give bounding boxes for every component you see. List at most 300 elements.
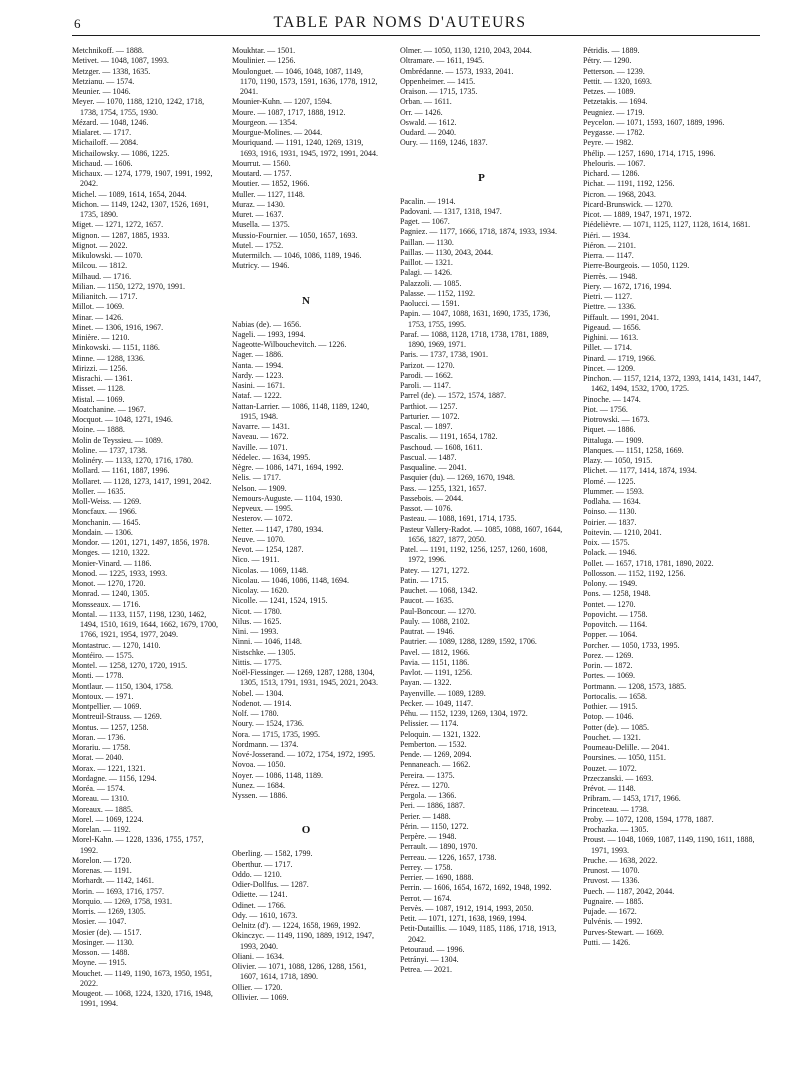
index-entry: Mignon. — 1287, 1885, 1933. [72, 230, 170, 240]
index-entry: Pende. — 1269, 2094. [400, 750, 472, 759]
index-entry: Paris. — 1737, 1738, 1901. [400, 350, 488, 360]
index-entry: Nevot. — 1254, 1287. [232, 545, 304, 554]
index-entry: Nepveux. — 1995. [232, 504, 293, 513]
index-entry: Piédelièvre. — 1071, 1125, 1127, 1128, 1614, 1681. [583, 220, 751, 230]
index-entry: Peugniez. — 1719. [583, 107, 645, 117]
index-entry: Nédelec. — 1634, 1995. [232, 452, 311, 462]
index-entry: Mollard. — 1161, 1887, 1996. [72, 466, 170, 476]
spacer [232, 811, 380, 821]
index-entry: Patel. — 1191, 1192, 1256, 1257, 1260, 1608, 1972, 1996. [400, 545, 548, 565]
index-entry: Moutard. — 1757. [232, 169, 292, 178]
index-entry: Mussio-Fournier. — 1050, 1657, 1693. [232, 230, 358, 240]
section-letter: P [478, 171, 485, 184]
index-entry: Nistschke. — 1305. [232, 647, 296, 657]
index-entry: Pighini. — 1613. [583, 333, 639, 342]
index-entry: Pribram. — 1453, 1717, 1966. [583, 794, 681, 804]
section-letter: O [301, 824, 311, 837]
index-entry: Orr. — 1426. [400, 107, 443, 117]
index-entry: Mourgue-Molines. — 2044. [232, 128, 323, 137]
index-entry: Molinéry. — 1133, 1270, 1716, 1780. [72, 456, 193, 465]
index-entry: Petrea. — 2021. [400, 965, 452, 975]
index-entry: Nageli. — 1993, 1994. [232, 329, 306, 339]
index-entry: Minière. — 1210. [72, 333, 130, 342]
index-entry: Minkowski. — 1151, 1186. [72, 343, 160, 353]
index-entry: Mourgeon. — 1354. [232, 117, 298, 127]
index-entry: Pascalis. — 1191, 1654, 1782. [400, 432, 498, 442]
index-entry: Mosson. — 1488. [72, 948, 130, 957]
index-entry: Ninni. — 1046, 1148. [232, 637, 302, 647]
index-entry: Podlaha. — 1634. [583, 497, 641, 506]
index-entry: Navarre. — 1431. [232, 422, 290, 431]
index-entry: Nager. — 1886. [232, 350, 284, 360]
index-entry: Oelnitz (d'). — 1224, 1658, 1969, 1992. [232, 921, 361, 930]
index-entry: Proby. — 1072, 1208, 1594, 1778, 1887. [583, 814, 714, 824]
index-entry: Piotrowski. — 1673. [583, 415, 650, 424]
index-entry: Pontet. — 1270. [583, 599, 636, 609]
index-entry: Mutricy. — 1946. [232, 261, 290, 271]
index-entry: Pons. — 1258, 1948. [583, 589, 651, 599]
index-entry: Miget. — 1271, 1272, 1657. [72, 220, 164, 230]
index-entry: Ombrédanne. — 1573, 1933, 2041. [400, 66, 514, 76]
index-entry: Mouriquand. — 1191, 1240, 1269, 1319, 1693, 1916, 1931, 1945, 1972, 1991, 2044. [232, 138, 378, 158]
index-entry: Pérez. — 1270. [400, 780, 450, 790]
index-entry: Paucot. — 1635. [400, 596, 454, 606]
index-entry: Parthiot. — 1257. [400, 401, 458, 411]
index-entry: Mordagne. — 1156, 1294. [72, 773, 157, 783]
index-entry: Przeczanski. — 1693. [583, 773, 654, 783]
index-entry: Pereira. — 1375. [400, 770, 455, 780]
index-entry: Michel. — 1089, 1614, 1654, 2044. [72, 189, 187, 199]
index-entry: Peyre. — 1982. [583, 138, 634, 148]
index-entry: Phélip. — 1257, 1690, 1714, 1715, 1996. [583, 148, 716, 158]
index-entry: Paillas. — 1130, 2043, 2044. [400, 247, 494, 257]
index-entry: Pugnaire. — 1885. [583, 896, 644, 906]
index-entry: Pichard. — 1286. [583, 169, 640, 178]
index-entry: Mézard. — 1048, 1246. [72, 117, 149, 127]
index-entry: Pouchet. — 1321. [583, 732, 641, 742]
index-entry: Moran. — 1736. [72, 732, 126, 742]
index-entry: Plazy. — 1050, 1915. [583, 456, 653, 465]
index-entry: Poumeau-Delille. — 2041. [583, 743, 670, 752]
index-entry: Paul-Boncour. — 1270. [400, 606, 476, 616]
index-entry: Montpellier. — 1069. [72, 702, 142, 711]
index-entry: Paroli. — 1147. [400, 381, 451, 390]
index-entry: Pelissier. — 1174. [400, 719, 459, 729]
index-entry: Papin. — 1047, 1088, 1631, 1690, 1735, 1736, 1753, 1755, 1995. [400, 309, 551, 329]
index-entry: Pruvost. — 1336. [583, 876, 640, 886]
index-entry: Moreau. — 1310. [72, 794, 129, 804]
index-entry: Minet. — 1306, 1916, 1967. [72, 322, 164, 332]
index-entry: Picron. — 1968, 2043. [583, 189, 656, 199]
index-entry: Pascal. — 1897. [400, 422, 453, 431]
index-entry: Michaux. — 1274, 1779, 1907, 1991, 1992, 2042. [72, 169, 213, 189]
index-entry: Muraz. — 1430. [232, 199, 285, 209]
index-entry: Odiette. — 1241. [232, 890, 288, 900]
index-entry: Payenville. — 1089, 1289. [400, 688, 486, 698]
index-entry: Oberthur. — 1717. [232, 859, 293, 869]
index-entry: Oraison. — 1715, 1735. [400, 87, 478, 96]
index-entry: Moatchanine. — 1967. [72, 404, 146, 414]
index-entry: Phelouris. — 1067. [583, 158, 646, 168]
index-entry: Nolf. — 1780. [232, 709, 279, 718]
index-entry: Nicolas. — 1069, 1148. [232, 565, 309, 575]
index-entry: Ollivier. — 1069. [232, 992, 289, 1002]
index-entry: Nicolau. — 1046, 1086, 1148, 1694. [232, 575, 350, 585]
index-entry: Pinchon. — 1157, 1214, 1372, 1393, 1414, 1431, 1447, 1462, 1494, 1532, 1700, 1725. [583, 374, 761, 394]
index-entry: Patey. — 1271, 1272. [400, 565, 470, 575]
index-entry: Pulvénis. — 1992. [583, 917, 643, 927]
index-entry: Paolucci. — 1591. [400, 299, 460, 308]
index-entry: Polony. — 1949. [583, 579, 638, 588]
index-entry: Oddo. — 1210. [232, 869, 282, 879]
index-entry: Musella. — 1375. [232, 220, 290, 230]
index-entry: Montel. — 1258, 1270, 1720, 1915. [72, 661, 188, 670]
index-entry: Popper. — 1064. [583, 630, 638, 640]
index-entry: Moure. — 1087, 1717, 1888, 1912. [232, 107, 346, 117]
index-entry: Mosier. — 1047. [72, 917, 127, 927]
index-entry: Planques. — 1151, 1258, 1669. [583, 445, 684, 455]
index-entry: Nyssen. — 1886. [232, 791, 288, 800]
index-entry: Pruche. — 1638, 2022. [583, 855, 658, 865]
index-entry: Meyer. — 1070, 1188, 1210, 1242, 1718, 1738, 1754, 1755, 1930. [72, 97, 205, 117]
index-entry: Perrier. — 1690, 1888. [400, 873, 474, 882]
index-entry: Morelan. — 1192. [72, 825, 131, 834]
index-entry: Piéri. — 1934. [583, 230, 631, 240]
index-entry: Monti. — 1778. [72, 671, 124, 681]
index-entry: Mialaret. — 1717. [72, 128, 132, 137]
index-entry: Nattan-Larrier. — 1086, 1148, 1189, 1240, 1915, 1948. [232, 401, 370, 421]
index-entry: Pincet. — 1209. [583, 363, 635, 373]
index-entry: Portmann. — 1208, 1573, 1885. [583, 681, 687, 691]
index-entry: Palazzoli. — 1085. [400, 278, 462, 288]
index-entry: Pemberton. — 1532. [400, 739, 467, 749]
index-entry: Okinczyc. — 1149, 1190, 1889, 1912, 1947, 1993, 2040. [232, 931, 375, 951]
index-entry: Moukhtar. — 1501. [232, 46, 296, 55]
index-entry: Neuve. — 1070. [232, 534, 285, 544]
index-entry: Pillet. — 1714. [583, 343, 632, 353]
spacer [400, 187, 563, 197]
index-entry: Michailowsky. — 1086, 1225. [72, 148, 170, 158]
index-entry: Mistal. — 1069. [72, 394, 125, 404]
index-entry: Nemours-Auguste. — 1104, 1930. [232, 493, 343, 503]
index-entry: Mondain. — 1306. [72, 527, 133, 537]
index-entry: Noyer. — 1086, 1148, 1189. [232, 770, 323, 780]
index-entry: Porez. — 1269. [583, 650, 634, 660]
index-entry: Odinet. — 1766. [232, 900, 286, 910]
index-entry: Perrault. — 1890, 1970. [400, 842, 478, 852]
index-entry: Olmer. — 1050, 1130, 1210, 2043, 2044. [400, 46, 532, 55]
page-number: 6 [74, 16, 81, 31]
index-entry: Nanta. — 1994. [232, 360, 284, 370]
spacer [232, 839, 380, 849]
index-entry: Poix. — 1575. [583, 538, 630, 547]
index-entry: Pasteur Vallery-Radot. — 1085, 1088, 1607, 1644, 1656, 1827, 1877, 2050. [400, 524, 563, 544]
index-entry: Nasini. — 1671. [232, 381, 285, 390]
index-entry: Morenas. — 1191. [72, 866, 132, 875]
index-entry: Nicolay. — 1620. [232, 586, 289, 595]
index-entry: Péhu. — 1152, 1239, 1269, 1304, 1972. [400, 709, 528, 718]
index-entry: Montus. — 1257, 1258. [72, 722, 149, 732]
index-entry: Nilus. — 1625. [232, 616, 282, 626]
index-entry: Pierrès. — 1948. [583, 271, 638, 281]
index-entry: Pavia. — 1151, 1186. [400, 657, 470, 667]
index-entry: Nardy. — 1223. [232, 370, 284, 380]
index-entry: Pautrier. — 1089, 1288, 1289, 1592, 1706. [400, 637, 537, 647]
index-entry: Morin. — 1693, 1716, 1757. [72, 886, 164, 896]
index-entry: Purves-Stewart. — 1669. [583, 927, 664, 937]
index-entry: Pennaneach. — 1662. [400, 760, 471, 770]
index-entry: Moll-Weiss. — 1269. [72, 497, 142, 506]
index-entry: Piot. — 1756. [583, 404, 628, 414]
index-entry: Metivet. — 1048, 1087, 1993. [72, 56, 169, 66]
index-entry: Nageotte-Wilbouchevitch. — 1226. [232, 340, 347, 349]
index-entry: Pauly. — 1088, 2102. [400, 616, 470, 626]
index-entry: Moine. — 1888. [72, 425, 125, 435]
index-entry: Nittis. — 1775. [232, 657, 282, 667]
index-entry: Parrel (de). — 1572, 1574, 1887. [400, 391, 506, 401]
index-entry: Pass. — 1255, 1321, 1657. [400, 483, 487, 493]
index-entry: Netter. — 1147, 1780, 1934. [232, 524, 324, 534]
index-entry: Potop. — 1046. [583, 712, 634, 722]
index-entry: Parizot. — 1270. [400, 360, 455, 370]
spacer [232, 282, 380, 292]
index-entry: Nico. — 1911. [232, 555, 280, 565]
index-entry: Porin. — 1872. [583, 661, 633, 670]
index-entry: Prunost. — 1070. [583, 866, 640, 875]
index-entry: Oltramare. — 1611, 1945. [400, 56, 485, 66]
index-entry: Piffault. — 1991, 2041. [583, 312, 659, 322]
index-entry: Metchnikoff. — 1888. [72, 46, 144, 55]
index-entry: Monier-Vinard. — 1186. [72, 558, 152, 568]
index-entry: Pollet. — 1657, 1718, 1781, 1890, 2022. [583, 558, 714, 568]
index-entry: Polack. — 1946. [583, 548, 637, 558]
index-entry: Nordmann. — 1374. [232, 739, 299, 749]
index-entry: Picot. — 1889, 1947, 1971, 1972. [583, 210, 692, 219]
index-entry: Morris. — 1269, 1305. [72, 907, 146, 916]
index-entry: Monges. — 1210, 1322. [72, 548, 150, 558]
index-entry: Pollosson. — 1152, 1192, 1256. [583, 568, 686, 578]
spacer [232, 272, 380, 282]
index-entry: Plichet. — 1177, 1414, 1874, 1934. [583, 466, 697, 476]
index-entry: Putti. — 1426. [583, 937, 631, 947]
index-entry: Petit. — 1071, 1271, 1638, 1969, 1994. [400, 914, 527, 923]
index-entry: Pagniez. — 1177, 1666, 1718, 1874, 1933, 1934. [400, 227, 558, 237]
index-entry: Orban. — 1611. [400, 97, 452, 107]
index-entry: Petit-Dutaillis. — 1049, 1185, 1186, 1718, 1913, 2042. [400, 924, 557, 944]
index-entry: Paraf. — 1088, 1128, 1718, 1738, 1781, 1889, 1890, 1969, 1971. [400, 329, 549, 349]
index-entry: Monrad. — 1240, 1305. [72, 589, 150, 599]
index-entry: Mosier (de). — 1517. [72, 927, 142, 937]
index-entry: Montreuil-Strauss. — 1269. [72, 712, 162, 722]
index-entry: Perier. — 1488. [400, 811, 451, 821]
index-entry: Pinoche. — 1474. [583, 394, 641, 404]
index-entry: Pouzet. — 1072. [583, 763, 637, 773]
index-entry: Monchanin. — 1645. [72, 517, 141, 527]
index-entry: Mignot. — 2022. [72, 240, 128, 250]
page-title: TABLE PAR NOMS D'AUTEURS [273, 14, 527, 31]
index-entry: Nobel. — 1304. [232, 688, 284, 698]
index-entry: Plomé. — 1225. [583, 476, 636, 486]
index-entry: Michaud. — 1606. [72, 158, 133, 168]
index-entry: Potter (de). — 1085. [583, 722, 649, 732]
index-entry: Piquet. — 1886. [583, 425, 636, 435]
index-entry: Nini. — 1993. [232, 627, 279, 636]
index-entry: Mounier-Kuhn. — 1207, 1594. [232, 97, 332, 107]
index-entry: Olivier. — 1071, 1088, 1286, 1288, 1561, 1607, 1614, 1718, 1890. [232, 962, 367, 982]
index-entry: Picard-Brunswick. — 1270. [583, 199, 673, 209]
index-entry: Pétridis. — 1889. [583, 46, 640, 55]
index-entry: Mikulowski. — 1070. [72, 251, 143, 260]
index-entry: Pervès. — 1087, 1912, 1914, 1993, 2050. [400, 903, 534, 913]
index-entry: Paillot. — 1321. [400, 258, 453, 267]
index-entry: Oliani. — 1634. [232, 951, 284, 961]
index-entry: Oudard. — 2040. [400, 128, 456, 137]
index-entry: Pavlot. — 1191, 1256. [400, 668, 473, 677]
index-entry: Milhaud. — 1716. [72, 271, 132, 281]
index-entry: Mourrut. — 1560. [232, 158, 291, 168]
index-entry: Piettre. — 1336. [583, 302, 636, 312]
index-entry: Milianitch. — 1717. [72, 292, 138, 301]
index-entry: Proust. — 1048, 1069, 1087, 1149, 1190, 1611, 1888, 1971, 1993. [583, 835, 755, 855]
index-entry: Nodenot. — 1914. [232, 698, 292, 708]
index-entry: Morel. — 1069, 1224. [72, 814, 144, 824]
index-entry: Pierre-Bourgeois. — 1050, 1129. [583, 261, 690, 271]
index-entry: Novoa. — 1050. [232, 760, 286, 770]
index-entry: Pascual. — 1487. [400, 452, 457, 462]
section-letter: N [302, 294, 310, 307]
index-entry: Moulinier. — 1256. [232, 56, 296, 66]
index-entry: Périn. — 1150, 1272. [400, 821, 469, 831]
index-entry: Poirier. — 1837. [583, 517, 637, 527]
index-entry: Popovicht. — 1758. [583, 609, 648, 619]
index-entry: Prochazka. — 1305. [583, 825, 649, 834]
index-entry: Pasquier (du). — 1269, 1670, 1948. [400, 473, 515, 483]
index-entry: Padovani. — 1317, 1318, 1947. [400, 206, 502, 216]
index-entry: Moutier. — 1852, 1966. [232, 179, 310, 189]
index-entry: Passot. — 1076. [400, 504, 453, 513]
index-entry: Mutermilch. — 1046, 1086, 1189, 1946. [232, 251, 362, 260]
spacer [232, 801, 380, 811]
index-entry: Oberling. — 1582, 1799. [232, 849, 313, 859]
index-entry: Poitevin. — 1210, 2041. [583, 527, 662, 537]
index-entry: Palasse. — 1152, 1192. [400, 288, 475, 298]
index-entry: Porcher. — 1050, 1733, 1995. [583, 640, 680, 650]
index-entry: Ollier. — 1720. [232, 982, 283, 992]
index-entry: Pavel. — 1812, 1966. [400, 647, 470, 657]
index-entry: Oppenheimer. — 1415. [400, 76, 476, 86]
index-entry: Pautrat. — 1946. [400, 627, 455, 636]
index-entry: Paget. — 1067. [400, 217, 450, 226]
index-entry: Pinard. — 1719, 1966. [583, 353, 656, 363]
index-entry: Nègre. — 1086, 1471, 1694, 1992. [232, 463, 344, 472]
index-entry: Oswald. — 1612. [400, 117, 457, 127]
index-entry: Moyne. — 1915. [72, 958, 127, 968]
page-header [0, 0, 800, 40]
index-entry: Odier-Dollfus. — 1287. [232, 880, 309, 889]
index-entry: Pittaluga. — 1909. [583, 435, 644, 445]
index-entry: Payan. — 1322. [400, 678, 452, 688]
index-entry: Montal. — 1133, 1157, 1198, 1230, 1462, 1494, 1510, 1619, 1644, 1662, 1679, 1700, 1766, 1921, 1954, 1977, 2049. [72, 609, 218, 640]
index-entry: Pujade. — 1672. [583, 907, 637, 916]
index-entry: Morariu. — 1758. [72, 743, 131, 752]
index-entry: Paillan. — 1130. [400, 237, 454, 247]
index-entry: Poinso. — 1130. [583, 507, 637, 517]
index-entry: Petouraud. — 1996. [400, 944, 465, 954]
index-entry: Poursines. — 1050, 1151. [583, 753, 666, 763]
index-entry: Mougeot. — 1068, 1224, 1320, 1716, 1948, 1991, 1994. [72, 989, 213, 1009]
index-entry: Nicolle. — 1241, 1524, 1915. [232, 596, 328, 606]
index-entry: Petzes. — 1089. [583, 87, 636, 96]
index-entry: Peycelon. — 1071, 1593, 1607, 1889, 1996. [583, 117, 725, 127]
index-entry: Nesterov. — 1072. [232, 514, 293, 524]
index-entry: Millot. — 1069. [72, 302, 125, 312]
index-column-1 [72, 46, 220, 1010]
index-entry: Pietri. — 1127. [583, 292, 633, 301]
spacer [400, 159, 563, 169]
index-entry: Moller. — 1635. [72, 486, 126, 496]
index-entry: Pasteau. — 1088, 1691, 1714, 1735. [400, 514, 517, 524]
index-entry: Portocalis. — 1658. [583, 691, 647, 701]
index-entry: Perrey. — 1758. [400, 862, 453, 872]
index-entry: Patin. — 1715. [400, 575, 449, 585]
index-entry: Morhardt. — 1142, 1461. [72, 876, 154, 886]
index-entry: Moulonguet. — 1046, 1048, 1087, 1149, 1170, 1190, 1573, 1591, 1636, 1778, 1912, 2041. [232, 66, 378, 96]
index-entry: Montastruc. — 1270, 1410. [72, 640, 161, 650]
index-entry: Nataf. — 1222. [232, 391, 282, 401]
index-entry: Naville. — 1071. [232, 442, 288, 452]
index-entry: Nové-Josserand. — 1072, 1754, 1972, 1995. [232, 750, 376, 759]
index-entry: Plummer. — 1593. [583, 486, 644, 496]
index-entry: Montlaur. — 1150, 1304, 1758. [72, 681, 174, 691]
index-entry: Metzger. — 1338, 1635. [72, 66, 151, 76]
index-entry: Portes. — 1069. [583, 671, 635, 681]
index-entry: Moreaux. — 1885. [72, 804, 133, 814]
index-entry: Nelis. — 1717. [232, 473, 281, 483]
index-entry: Minne. — 1288, 1336. [72, 353, 145, 363]
index-entry: Princeteau. — 1738. [583, 804, 649, 814]
index-entry: Pecker. — 1049, 1147. [400, 698, 474, 708]
index-entry: Mosinger. — 1130. [72, 937, 134, 947]
index-entry: Morquio. — 1269, 1758, 1931. [72, 896, 172, 906]
index-entry: Montoux. — 1971. [72, 691, 134, 701]
index-entry: Milcou. — 1812. [72, 261, 128, 271]
index-entry: Pacalin. — 1914. [400, 196, 456, 206]
index-entry: Nabias (de). — 1656. [232, 319, 302, 329]
index-entry: Parturier. — 1072. [400, 411, 460, 421]
index-entry: Morax. — 1221, 1321. [72, 763, 146, 773]
index-entry: Misset. — 1128. [72, 384, 126, 394]
index-entry: Peygasse. — 1782. [583, 128, 645, 137]
index-entry: Perreau. — 1226, 1657, 1738. [400, 852, 497, 862]
index-column-3 [400, 46, 563, 976]
header-rule [72, 35, 760, 36]
index-entry: Montéiro. — 1575. [72, 650, 134, 660]
index-entry: Ody. — 1610, 1673. [232, 910, 298, 920]
index-column-2 [232, 46, 380, 1003]
index-entry: Perpère. — 1948. [400, 832, 457, 841]
index-entry: Noël-Fiessinger. — 1269, 1287, 1288, 1304, 1305, 1513, 1791, 1931, 1945, 2021, 2043. [232, 668, 378, 688]
index-entry: Nunez. — 1684. [232, 780, 285, 790]
index-column-4 [583, 46, 761, 948]
spacer [400, 149, 563, 159]
index-entry: Pergola. — 1366. [400, 791, 457, 800]
index-entry: Misrachi. — 1361. [72, 374, 133, 383]
index-entry: Nelson. — 1909. [232, 483, 287, 493]
index-entry: Mocquot. — 1048, 1271, 1946. [72, 415, 173, 424]
index-entry: Michailoff. — 2084. [72, 138, 139, 148]
index-entry: Meunier. — 1046. [72, 87, 131, 96]
index-entry: Piéron. — 2101. [583, 240, 636, 250]
